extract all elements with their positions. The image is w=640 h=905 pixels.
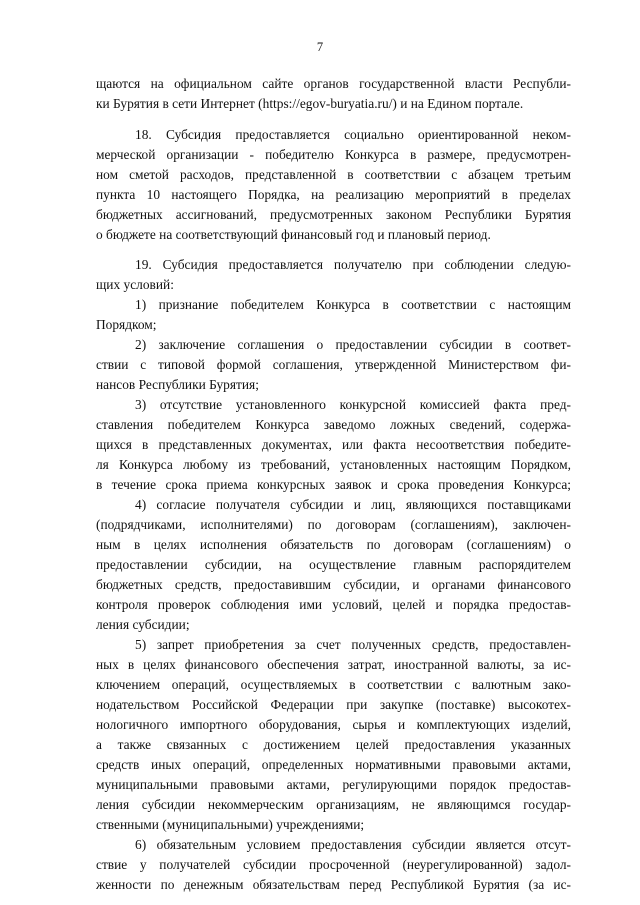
text-line: нодательством Российской Федерации при закупке (поставке) высокотех- — [96, 697, 571, 712]
text-line: (подрядчиками, исполнителями) по договорам (соглашениям), заключен- — [96, 517, 571, 532]
text-line: ления субсидии некоммерческим организациям, не являющимся государ- — [96, 797, 571, 812]
text-line: пункта 10 настоящего Порядка, на реализацию мероприятий в пределах — [96, 187, 571, 202]
text-line: средств иных операций, определенных нормативными правовыми актами, — [96, 757, 571, 772]
text-line: в течение срока приема конкурсных заявок и срока проведения Конкурса; — [96, 477, 571, 492]
text-line: ствии с типовой формой соглашения, утвержденной Министерством фи- — [96, 357, 571, 372]
text-line: щих условий: — [96, 277, 174, 292]
text-line: ствие у получателей субсидии просроченной (неурегулированной) задол- — [96, 857, 571, 872]
text-line: а также связанных с достижением целей предоставления указанных — [96, 737, 571, 752]
text-line: предоставлении субсидии, на осуществление главным распорядителем — [96, 557, 571, 572]
text-line: муниципальными правовыми актами, регулирующими порядок предостав- — [96, 777, 571, 792]
text-line: о бюджете на соответствующий финансовый год и плановый период. — [96, 227, 491, 242]
text-line: ственными (муниципальными) учреждениями; — [96, 817, 365, 832]
text-line: контроля проверок соблюдения ими условий, целей и порядка предостав- — [96, 597, 571, 612]
text-line: ключением операций, осуществляемых в соответствии с валютным зако- — [96, 677, 571, 692]
text-line: 1) признание победителем Конкурса в соответствии с настоящим — [135, 297, 571, 312]
text-line: 18. Субсидия предоставляется социально ориентированной неком- — [135, 127, 571, 142]
text-line: щаются на официальном сайте органов государственной власти Республи- — [96, 76, 571, 91]
text-line: ных в целях финансового обеспечения затрат, иностранной валюты, за ис- — [96, 657, 571, 672]
text-line: 6) обязательным условием предоставления субсидии является отсут- — [135, 837, 571, 852]
page-number: 7 — [316, 40, 324, 54]
text-line: 19. Субсидия предоставляется получателю при соблюдении следую- — [135, 257, 571, 272]
text-line: Порядком; — [96, 317, 157, 332]
text-line: женности по денежным обязательствам перед Республикой Бурятия (за ис- — [96, 877, 571, 892]
text-line: 4) согласие получателя субсидии и лиц, являющихся поставщиками — [135, 497, 571, 512]
text-line: 3) отсутствие установленного конкурсной комиссией факта пред- — [135, 397, 571, 412]
text-line: ления субсидии; — [96, 617, 190, 632]
text-line: ки Бурятия в сети Интернет (https://egov-buryatia.ru/) и на Едином портале. — [96, 96, 524, 111]
text-line: 2) заключение соглашения о предоставлении субсидии в соответ- — [135, 337, 571, 352]
text-line: нологичного импортного оборудования, сырья и комплектующих изделий, — [96, 717, 571, 732]
text-line: ставления победителем Конкурса заведомо ложных сведений, содержа- — [96, 417, 571, 432]
text-line: ным в целях исполнения обязательств по договорам (соглашениям) о — [96, 537, 571, 552]
text-line: нансов Республики Бурятия; — [96, 377, 259, 392]
text-line: ля Конкурса любому из требований, установленных настоящим Порядком, — [96, 457, 571, 472]
text-line: ном сметой расходов, представленной в соответствии с абзацем третьим — [96, 167, 571, 182]
text-line: мерческой организации - победителю Конкурса в размере, предусмотрен- — [96, 147, 571, 162]
text-line: бюджетных ассигнований, предусмотренных законом Республики Бурятия — [96, 207, 571, 222]
text-line: щихся в представленных документах, или факта несоответствия победите- — [96, 437, 571, 452]
text-line: бюджетных средств, предоставившим субсидии, и органами финансового — [96, 577, 571, 592]
text-line: 5) запрет приобретения за счет полученных средств, предоставлен- — [135, 637, 571, 652]
